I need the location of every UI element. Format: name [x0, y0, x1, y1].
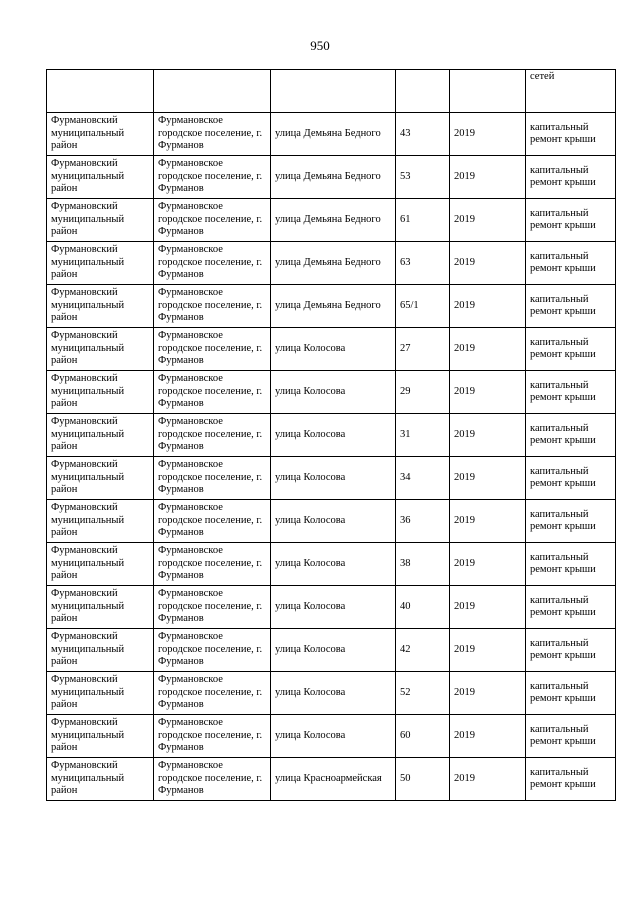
work-type-cell: капитальный ремонт крыши	[526, 543, 616, 586]
settlement-cell: Фурмановское городское поселение, г. Фурманов	[154, 414, 271, 457]
table-row	[47, 156, 616, 199]
street-cell: улица Колосова	[271, 672, 396, 715]
district-cell: Фурмановский муниципальный район	[47, 371, 154, 414]
work-type-cell: капитальный ремонт крыши	[526, 672, 616, 715]
table-row	[47, 328, 616, 371]
work-type-cell: капитальный ремонт крыши	[526, 199, 616, 242]
street-cell: улица Демьяна Бедного	[271, 156, 396, 199]
house-number-cell: 50	[396, 758, 450, 801]
year-cell: 2019	[450, 500, 526, 543]
district-cell: Фурмановский муниципальный район	[47, 328, 154, 371]
year-cell: 2019	[450, 371, 526, 414]
street-cell: улица Колосова	[271, 500, 396, 543]
house-number-cell: 34	[396, 457, 450, 500]
year-cell: 2019	[450, 715, 526, 758]
table-row	[47, 672, 616, 715]
year-cell: 2019	[450, 156, 526, 199]
work-type-cell: капитальный ремонт крыши	[526, 758, 616, 801]
district-cell: Фурмановский муниципальный район	[47, 500, 154, 543]
street-cell: улица Колосова	[271, 414, 396, 457]
settlement-cell: Фурмановское городское поселение, г. Фурманов	[154, 586, 271, 629]
continuation-cell	[271, 70, 396, 113]
year-cell: 2019	[450, 629, 526, 672]
continuation-row	[47, 70, 616, 113]
table-body	[47, 70, 616, 801]
table-row	[47, 715, 616, 758]
settlement-cell: Фурмановское городское поселение, г. Фурманов	[154, 457, 271, 500]
house-number-cell: 61	[396, 199, 450, 242]
work-type-cell: капитальный ремонт крыши	[526, 457, 616, 500]
house-number-cell: 27	[396, 328, 450, 371]
settlement-cell: Фурмановское городское поселение, г. Фурманов	[154, 242, 271, 285]
settlement-cell: Фурмановское городское поселение, г. Фурманов	[154, 672, 271, 715]
street-cell: улица Колосова	[271, 715, 396, 758]
street-cell: улица Колосова	[271, 543, 396, 586]
table-row	[47, 285, 616, 328]
street-cell: улица Демьяна Бедного	[271, 285, 396, 328]
table-row	[47, 199, 616, 242]
house-number-cell: 38	[396, 543, 450, 586]
year-cell: 2019	[450, 457, 526, 500]
work-type-cell: капитальный ремонт крыши	[526, 629, 616, 672]
table-row	[47, 586, 616, 629]
house-number-cell: 52	[396, 672, 450, 715]
settlement-cell: Фурмановское городское поселение, г. Фурманов	[154, 328, 271, 371]
year-cell: 2019	[450, 758, 526, 801]
settlement-cell: Фурмановское городское поселение, г. Фурманов	[154, 371, 271, 414]
work-type-cell: капитальный ремонт крыши	[526, 328, 616, 371]
table-row	[47, 457, 616, 500]
district-cell: Фурмановский муниципальный район	[47, 113, 154, 156]
settlement-cell: Фурмановское городское поселение, г. Фурманов	[154, 156, 271, 199]
settlement-cell: Фурмановское городское поселение, г. Фурманов	[154, 629, 271, 672]
work-type-cell: капитальный ремонт крыши	[526, 586, 616, 629]
street-cell: улица Красноармейская	[271, 758, 396, 801]
settlement-cell: Фурмановское городское поселение, г. Фурманов	[154, 285, 271, 328]
year-cell: 2019	[450, 414, 526, 457]
district-cell: Фурмановский муниципальный район	[47, 758, 154, 801]
district-cell: Фурмановский муниципальный район	[47, 156, 154, 199]
district-cell: Фурмановский муниципальный район	[47, 672, 154, 715]
table-row	[47, 758, 616, 801]
work-type-cell: капитальный ремонт крыши	[526, 371, 616, 414]
house-number-cell: 43	[396, 113, 450, 156]
table-row	[47, 242, 616, 285]
continuation-cell	[450, 70, 526, 113]
program-table	[46, 69, 616, 801]
street-cell: улица Колосова	[271, 629, 396, 672]
work-type-cell: капитальный ремонт крыши	[526, 500, 616, 543]
table-row	[47, 113, 616, 156]
work-type-cell: капитальный ремонт крыши	[526, 156, 616, 199]
table-row	[47, 500, 616, 543]
street-cell: улица Колосова	[271, 457, 396, 500]
settlement-cell: Фурмановское городское поселение, г. Фурманов	[154, 199, 271, 242]
work-type-cell: капитальный ремонт крыши	[526, 242, 616, 285]
year-cell: 2019	[450, 199, 526, 242]
street-cell: улица Колосова	[271, 371, 396, 414]
district-cell: Фурмановский муниципальный район	[47, 199, 154, 242]
continuation-cell	[154, 70, 271, 113]
house-number-cell: 36	[396, 500, 450, 543]
settlement-cell: Фурмановское городское поселение, г. Фурманов	[154, 113, 271, 156]
house-number-cell: 29	[396, 371, 450, 414]
house-number-cell: 53	[396, 156, 450, 199]
work-type-cell: капитальный ремонт крыши	[526, 113, 616, 156]
street-cell: улица Колосова	[271, 328, 396, 371]
work-type-cell: капитальный ремонт крыши	[526, 285, 616, 328]
work-type-cell: капитальный ремонт крыши	[526, 715, 616, 758]
street-cell: улица Демьяна Бедного	[271, 199, 396, 242]
district-cell: Фурмановский муниципальный район	[47, 285, 154, 328]
street-cell: улица Колосова	[271, 586, 396, 629]
house-number-cell: 63	[396, 242, 450, 285]
house-number-cell: 31	[396, 414, 450, 457]
table-row	[47, 629, 616, 672]
street-cell: улица Демьяна Бедного	[271, 113, 396, 156]
district-cell: Фурмановский муниципальный район	[47, 629, 154, 672]
table-row	[47, 543, 616, 586]
house-number-cell: 40	[396, 586, 450, 629]
table-row	[47, 414, 616, 457]
district-cell: Фурмановский муниципальный район	[47, 715, 154, 758]
settlement-cell: Фурмановское городское поселение, г. Фурманов	[154, 715, 271, 758]
year-cell: 2019	[450, 586, 526, 629]
district-cell: Фурмановский муниципальный район	[47, 242, 154, 285]
continuation-cell: сетей	[526, 70, 616, 113]
district-cell: Фурмановский муниципальный район	[47, 414, 154, 457]
work-type-cell: капитальный ремонт крыши	[526, 414, 616, 457]
house-number-cell: 60	[396, 715, 450, 758]
continuation-cell	[396, 70, 450, 113]
year-cell: 2019	[450, 672, 526, 715]
district-cell: Фурмановский муниципальный район	[47, 457, 154, 500]
street-cell: улица Демьяна Бедного	[271, 242, 396, 285]
house-number-cell: 42	[396, 629, 450, 672]
settlement-cell: Фурмановское городское поселение, г. Фурманов	[154, 543, 271, 586]
settlement-cell: Фурмановское городское поселение, г. Фурманов	[154, 758, 271, 801]
district-cell: Фурмановский муниципальный район	[47, 586, 154, 629]
year-cell: 2019	[450, 113, 526, 156]
year-cell: 2019	[450, 285, 526, 328]
year-cell: 2019	[450, 328, 526, 371]
year-cell: 2019	[450, 543, 526, 586]
house-number-cell: 65/1	[396, 285, 450, 328]
table-row	[47, 371, 616, 414]
page-number: 950	[310, 38, 330, 53]
district-cell: Фурмановский муниципальный район	[47, 543, 154, 586]
settlement-cell: Фурмановское городское поселение, г. Фурманов	[154, 500, 271, 543]
year-cell: 2019	[450, 242, 526, 285]
continuation-cell	[47, 70, 154, 113]
